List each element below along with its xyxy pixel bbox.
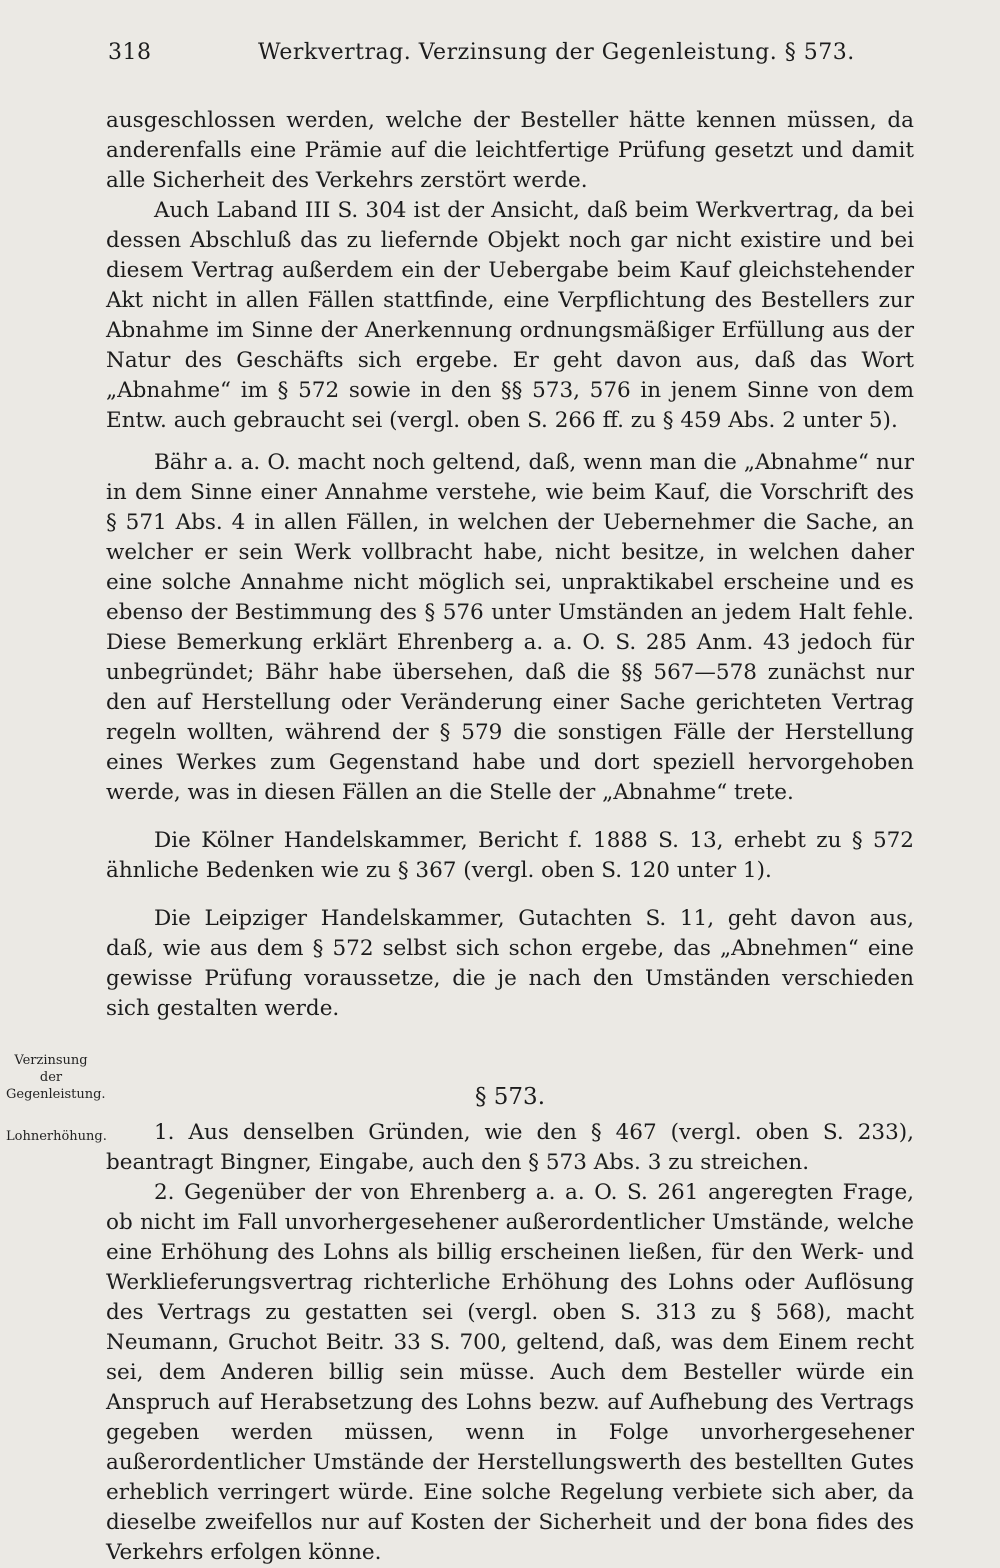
- margin-note-lohnerhoehung: Lohnerhöhung.: [6, 1129, 107, 1144]
- running-title: Werkvertrag. Verzinsung der Gegenleistung. § 573.: [258, 40, 855, 65]
- page-number: 318: [108, 40, 152, 65]
- paragraph-baehr: Bähr a. a. O. macht noch geltend, daß, wenn man die „Abnahme“ nur in dem Sinne einer Annahme verstehe, wie beim Kauf, die Vorschrift des § 571 Abs. 4 in allen Fällen, in welchen der Uebernehmer die Sache, an welcher er sein Werk vollbracht habe, nicht besitze, in welchen daher eine solche Annahme nicht möglich sei, unpraktikabel erscheine und es ebenso der Bestimmung des § 576 unter Umständen an jedem Halt fehle. Diese Bemerkung erklärt Ehrenberg a. a. O. S. 285 Anm. 43 jedoch für unbegründet; Bähr habe übersehen, daß die §§ 567—578 zunächst nur den auf Herstellung oder Veränderung einer Sache gerichteten Vertrag regeln wollten, während der § 579 die sonstigen Fälle der Herstellung eines Werkes zum Gegenstand habe und dort speziell hervorgehoben werde, was in diesen Fällen an die Stelle der „Abnahme“ trete.: [106, 450, 914, 805]
- page-body: [106, 106, 914, 1568]
- paragraph-leipziger-handelskammer: Die Leipziger Handelskammer, Gutachten S. 11, geht davon aus, daß, wie aus dem § 572 selbst sich schon ergebe, das „Abnehmen“ eine gewisse Prüfung voraussetze, die je nach den Umständen verschieden sich gestalten werde.: [106, 906, 914, 1021]
- paragraph-continuation: ausgeschlossen werden, welche der Besteller hätte kennen müssen, da anderenfalls eine Prämie auf die leichtfertige Prüfung gesetzt und damit alle Sicherheit des Verkehrs zerstört werde.: [106, 108, 914, 193]
- section-heading: § 573.: [474, 1084, 546, 1110]
- section-item-2: 2. Gegenüber der von Ehrenberg a. a. O. S. 261 angeregten Frage, ob nicht im Fall unvorhergesehener außerordentlicher Umstände, welche eine Erhöhung des Lohns als billig erscheinen ließen, für den Werk- und Werklieferungsvertrag richterliche Erhöhung des Lohns oder Auflösung des Vertrags zu gestatten sei (vergl. oben S. 313 zu § 568), macht Neumann, Gruchot Beitr. 33 S. 700, geltend, daß, was dem Einem recht sei, dem Anderen billig sein müsse. Auch dem Besteller würde ein Anspruch auf Herabsetzung des Lohns bezw. auf Aufhebung des Vertrags gegeben werden müssen, wenn in Folge unvorhergesehener außerordentlicher Umstände der Herstellungswerth des bestellten Gutes erheblich verringert würde. Eine solche Regelung verbiete sich aber, da dieselbe zweifellos nur auf Kosten der Sicherheit und der bona fides des Verkehrs erfolgen könne.: [106, 1180, 914, 1565]
- paragraph-laband: Auch Laband III S. 304 ist der Ansicht, daß beim Werkvertrag, da bei dessen Abschluß das zu liefernde Objekt noch gar nicht existire und bei diesem Vertrag außerdem ein der Uebergabe beim Kauf gleichstehender Akt nicht in allen Fällen stattfinde, eine Verpflichtung des Bestellers zur Abnahme im Sinne der Anerkennung ordnungsmäßiger Erfüllung aus der Natur des Geschäfts sich ergebe. Er geht davon aus, daß das Wort „Abnahme“ im § 572 sowie in den §§ 573, 576 in jenem Sinne von dem Entw. auch gebraucht sei (vergl. oben S. 266 ff. zu § 459 Abs. 2 unter 5).: [106, 198, 914, 433]
- section-item-1: 1. Aus denselben Gründen, wie den § 467 (vergl. oben S. 233), beantragt Bingner, Eingabe, auch den § 573 Abs. 3 zu streichen.: [106, 1120, 914, 1175]
- paragraph-koelner-handelskammer: Die Kölner Handelskammer, Bericht f. 1888 S. 13, erhebt zu § 572 ähnliche Bedenken wie zu § 367 (vergl. oben S. 120 unter 1).: [106, 828, 914, 883]
- margin-note-verzinsung: Verzinsung der Gegenleistung.: [6, 1053, 106, 1102]
